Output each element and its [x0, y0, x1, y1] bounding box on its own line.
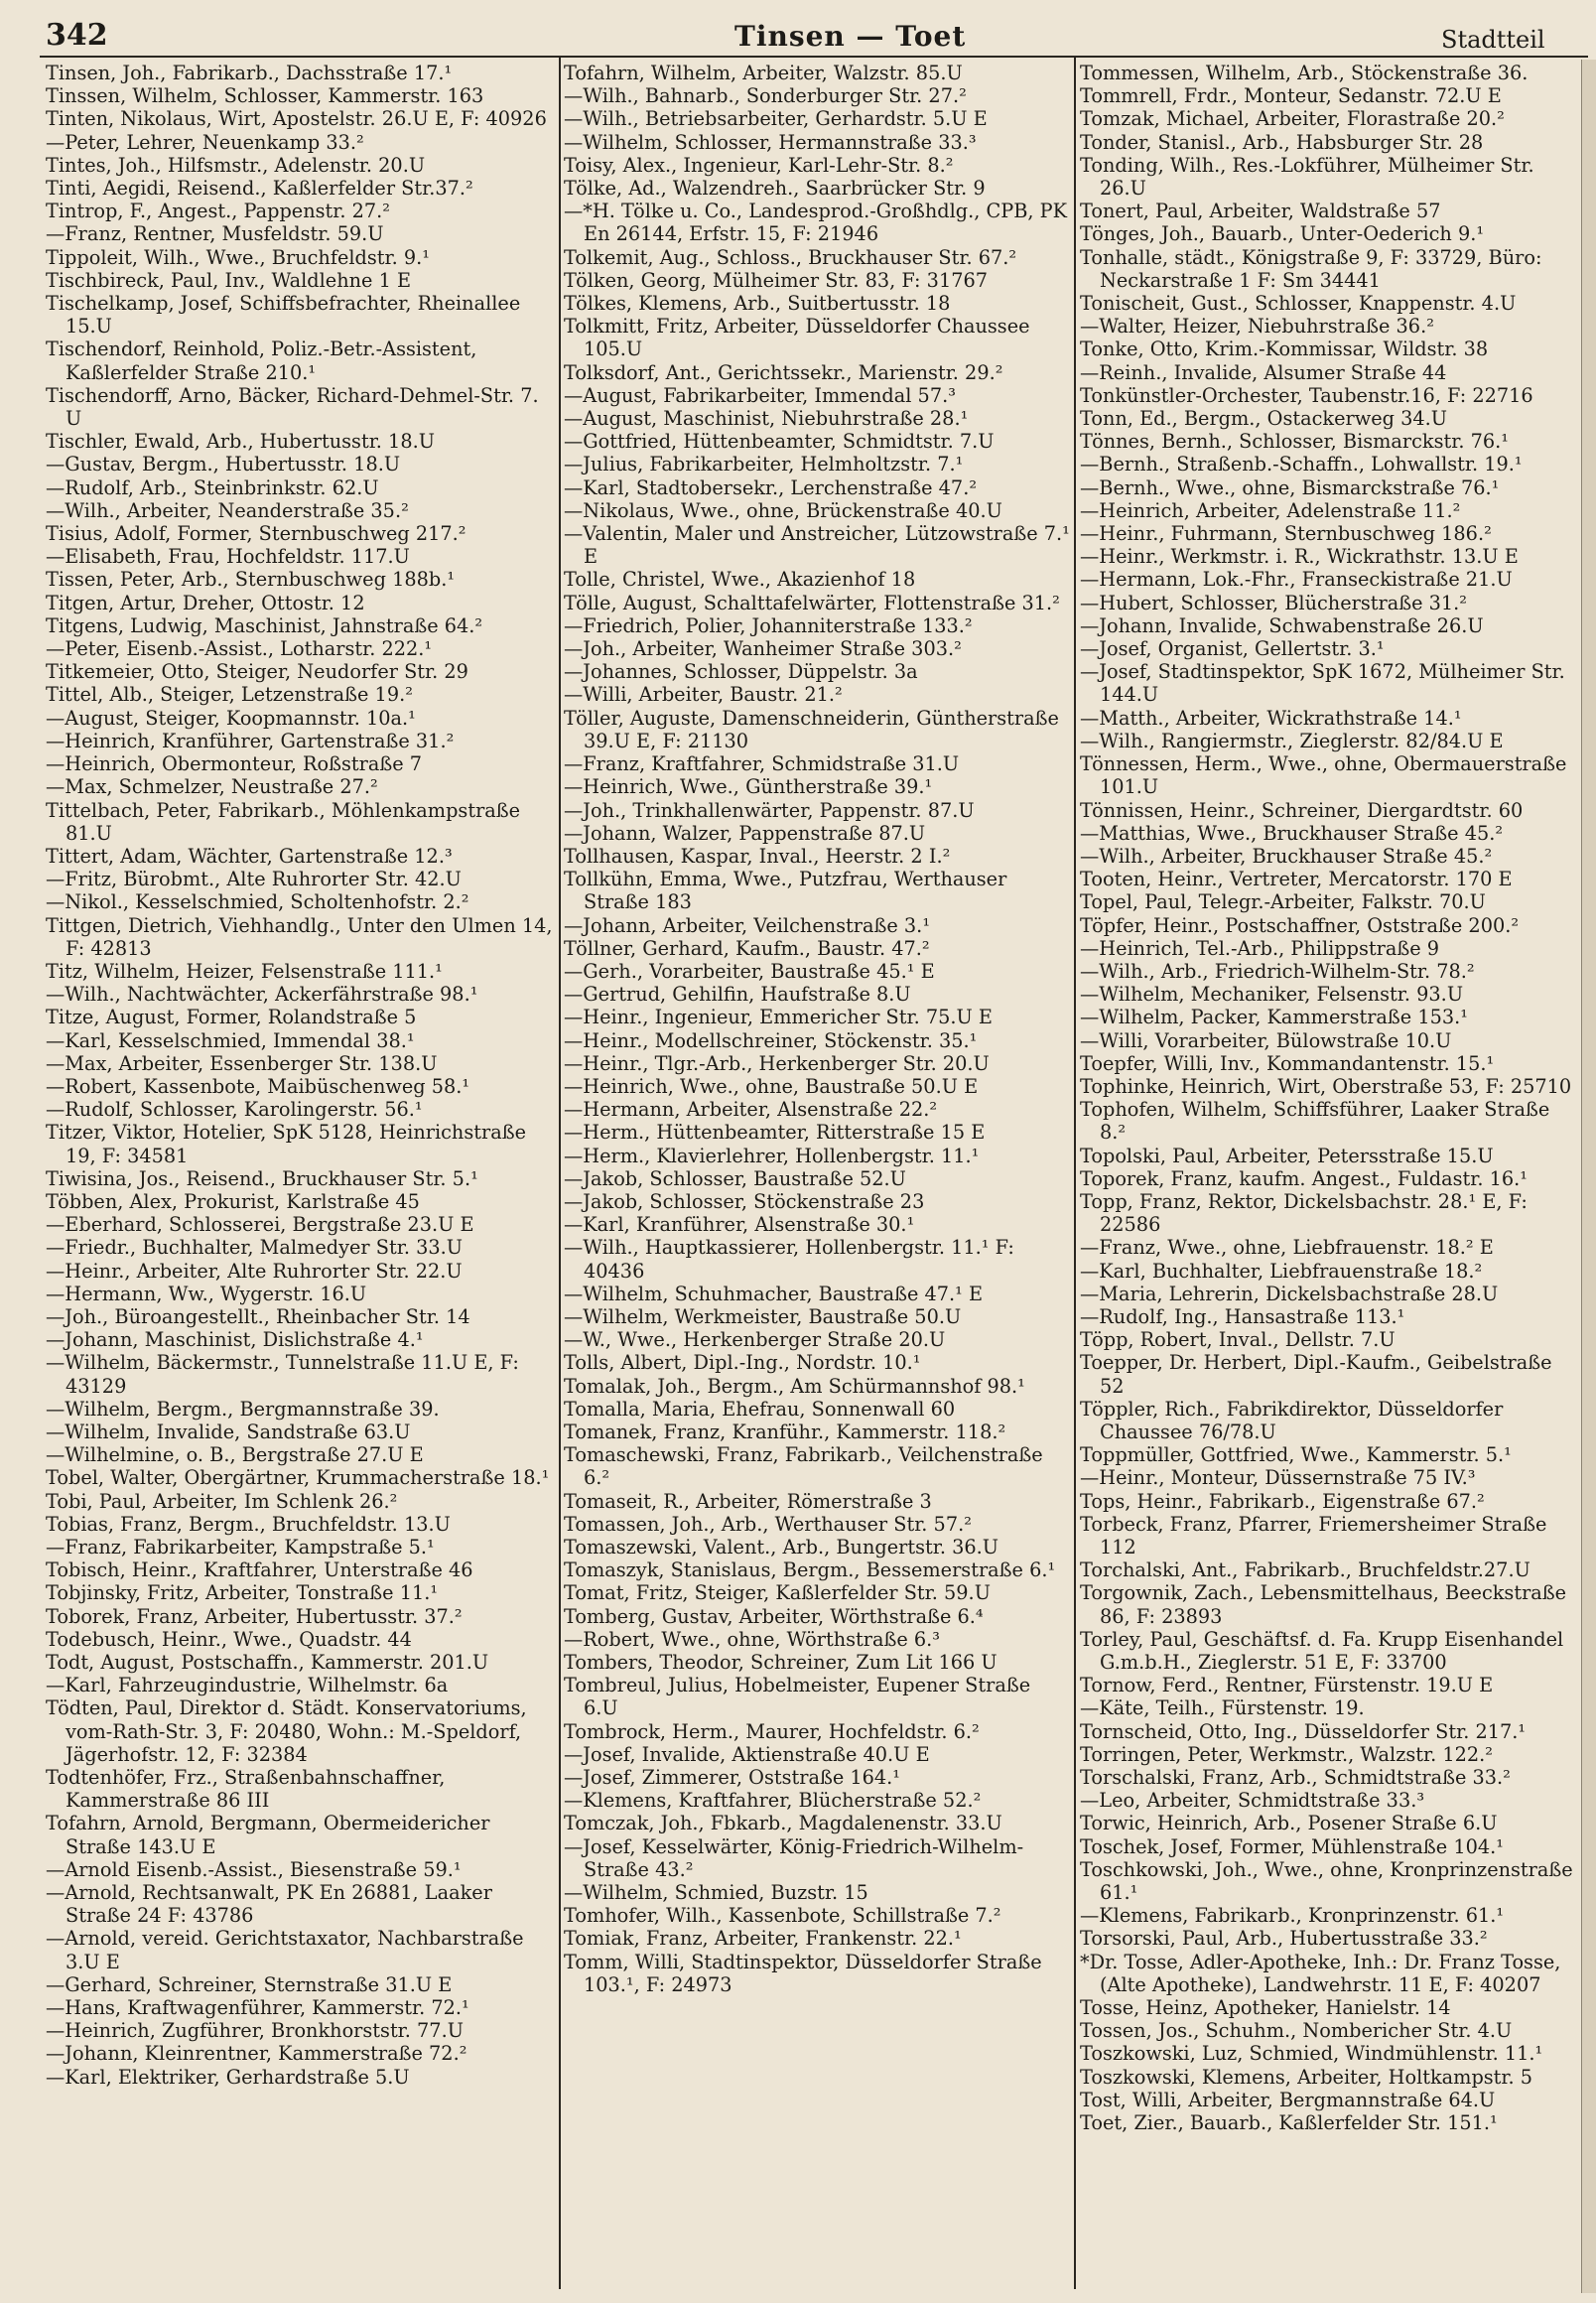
directory-entry: Tinti, Aegidi, Reisend., Kaßlerfelder Str.37.²	[46, 177, 473, 201]
directory-entry: —Wilh., Arbeiter, Bruckhauser Straße 45.²	[1080, 844, 1493, 868]
directory-entry: Tomaszewski, Valent., Arb., Bungertstr. 36.U	[564, 1536, 999, 1558]
directory-entry: Tolksdorf, Ant., Gerichtssekr., Marienstr. 29.²	[564, 360, 1003, 384]
directory-entry: —Maria, Lehrerin, Dickelsbachstraße 28.U	[1080, 1282, 1499, 1305]
directory-entry: —Valentin, Maler und Anstreicher, Lützowstraße 7.¹ E	[564, 522, 1070, 569]
directory-entry: —Gottfried, Hüttenbeamter, Schmidtstr. 7.U	[564, 430, 995, 454]
directory-entry: Tops, Heinr., Fabrikarb., Eigenstraße 67.²	[1080, 1489, 1485, 1513]
directory-entry: Tomm, Willi, Stadtinspektor, Düsseldorfer Straße 103.¹, F: 24973	[564, 1950, 1042, 1996]
directory-entry: —Max, Schmelzer, Neustraße 27.²	[46, 775, 378, 799]
directory-entry: Tonding, Wilh., Res.-Lokführer, Mülheimer Str. 26.U	[1080, 153, 1534, 201]
directory-entry: Torwic, Heinrich, Arb., Posener Straße 6.U	[1080, 1812, 1498, 1835]
directory-entry: —Wilhelm, Invalide, Sandstraße 63.U	[46, 1420, 411, 1443]
directory-entry: —Wilh., Arbeiter, Neanderstraße 35.²	[46, 498, 409, 522]
directory-entry: Toisy, Alex., Ingenieur, Karl-Lehr-Str. 8.²	[564, 153, 954, 177]
directory-entry: Torchalski, Ant., Fabrikarb., Bruchfeldstr.27.U	[1080, 1558, 1530, 1582]
directory-entry: Titzer, Viktor, Hotelier, SpK 5128, Heinrichstraße 19, F: 34581	[46, 1121, 526, 1167]
directory-entry: —Wilh., Bahnarb., Sonderburger Str. 27.²	[564, 84, 967, 108]
directory-entry: —Leo, Arbeiter, Schmidtstraße 33.³	[1080, 1789, 1425, 1813]
directory-entry: Tödten, Paul, Direktor d. Städt. Konservatoriums, vom-Rath-Str. 3, F: 20480, Wohn.: M.-Speldorf, Jägerhofstr. 12, F: 32384	[46, 1696, 527, 1766]
directory-entry: Tittert, Adam, Wächter, Gartenstraße 12.³	[46, 844, 453, 868]
directory-entry: —Hubert, Schlosser, Blücherstraße 31.²	[1080, 591, 1468, 614]
directory-entry: Tomczak, Joh., Fbkarb., Magdalenenstr. 33.U	[564, 1812, 1002, 1835]
directory-entry: —Heinr., Tlgr.-Arb., Herkenberger Str. 20.U	[564, 1051, 990, 1075]
directory-entry: —Rudolf, Schlosser, Karolingerstr. 56.¹	[46, 1098, 423, 1122]
directory-entry: Tobel, Walter, Obergärtner, Krummacherstraße 18.¹	[46, 1466, 550, 1490]
directory-entry: Tolle, Christel, Wwe., Akazienhof 18	[564, 568, 916, 592]
directory-entry: —Jakob, Schlosser, Baustraße 52.U	[564, 1166, 906, 1190]
directory-entry: —Josef, Kesselwärter, König-Friedrich-Wilhelm-Straße 43.²	[564, 1834, 1024, 1881]
page-number: 342	[46, 18, 108, 53]
directory-entry: —Wilh., Hauptkassierer, Hollenbergstr. 11.¹ F: 40436	[564, 1236, 1014, 1283]
directory-entry: Többen, Alex, Prokurist, Karlstraße 45	[46, 1189, 420, 1213]
directory-entry: Torringen, Peter, Werkmstr., Walzstr. 122.²	[1080, 1742, 1494, 1766]
directory-entry: Tomberg, Gustav, Arbeiter, Wörthstraße 6.⁴	[564, 1604, 984, 1628]
directory-entry: —Heinrich, Zugführer, Bronkhorststr. 77.U	[46, 2019, 464, 2043]
directory-entry: Tomaseit, R., Arbeiter, Römerstraße 3	[564, 1489, 932, 1513]
directory-entry: —Franz, Fabrikarbeiter, Kampstraße 5.¹	[46, 1536, 435, 1558]
directory-entry: Torley, Paul, Geschäftsf. d. Fa. Krupp Eisenhandel G.m.b.H., Zieglerstr. 51 E, F: 33700	[1080, 1627, 1564, 1675]
page-title: Tinsen — Toet	[734, 20, 967, 53]
directory-entry: —Herm., Hüttenbeamter, Ritterstraße 15 E	[564, 1121, 986, 1145]
directory-entry: Tonhalle, städt., Königstraße 9, F: 33729, Büro: Neckarstraße 1 F: Sm 34441	[1080, 245, 1542, 292]
directory-entry: —Heinrich, Tel.-Arb., Philippstraße 9	[1080, 936, 1440, 960]
directory-entry: Tönges, Joh., Bauarb., Unter-Oederich 9.¹	[1080, 222, 1485, 246]
directory-entry: Tölkes, Klemens, Arb., Suitbertusstr. 18	[564, 292, 951, 316]
directory-entry: Toppmüller, Gottfried, Wwe., Kammerstr. 5.¹	[1080, 1443, 1512, 1467]
directory-entry: Tinsen, Joh., Fabrikarb., Dachsstraße 17.¹	[46, 62, 453, 84]
directory-entry: —Hermann, Ww., Wygerstr. 16.U	[46, 1282, 367, 1305]
directory-entry: Tittel, Alb., Steiger, Letzenstraße 19.²	[46, 683, 413, 707]
directory-entry: Tintrop, F., Angest., Pappenstr. 27.²	[46, 200, 391, 223]
directory-entry: Tomaszyk, Stanislaus, Bergm., Bessemerstraße 6.¹	[564, 1558, 1056, 1582]
directory-entry: —Wilh., Rangiermstr., Zieglerstr. 82/84.U E	[1080, 729, 1504, 752]
directory-entry: —Wilh., Arb., Friedrich-Wilhelm-Str. 78.²	[1080, 959, 1475, 983]
directory-entry: Titgen, Artur, Dreher, Ottostr. 12	[46, 591, 365, 614]
directory-entry: Tornow, Ferd., Rentner, Fürstenstr. 19.U E	[1080, 1674, 1494, 1697]
directory-entry: Tonkünstler-Orchester, Taubenstr.16, F: 22716	[1080, 383, 1533, 407]
directory-entry: Tophinke, Heinrich, Wirt, Oberstraße 53, F: 25710	[1080, 1074, 1572, 1098]
directory-entry: Tonn, Ed., Bergm., Ostackerweg 34.U	[1080, 407, 1448, 431]
directory-entry: —Wilhelm, Bäckermstr., Tunnelstraße 11.U E, F: 43129	[46, 1351, 519, 1398]
directory-entry: —Matth., Arbeiter, Wickrathstraße 14.¹	[1080, 706, 1462, 730]
directory-entry: Toepper, Dr. Herbert, Dipl.-Kaufm., Geibelstraße 52	[1080, 1351, 1552, 1398]
directory-entry: Tobias, Franz, Bergm., Bruchfeldstr. 13.U	[46, 1512, 451, 1536]
directory-entry: Tiwisina, Jos., Reisend., Bruckhauser Str. 5.¹	[46, 1166, 478, 1190]
directory-entry: Tombrock, Herm., Maurer, Hochfeldstr. 6.²	[564, 1719, 980, 1743]
directory-entry: Tintes, Joh., Hilfsmstr., Adelenstr. 20.U	[46, 153, 426, 177]
directory-entry: —Friedrich, Polier, Johanniterstraße 133.²	[564, 613, 973, 637]
directory-entry: —Arnold, vereid. Gerichtstaxator, Nachbarstraße 3.U E	[46, 1927, 524, 1973]
directory-entry: —Bernh., Wwe., ohne, Bismarckstraße 76.¹	[1080, 475, 1500, 499]
directory-entry: —*H. Tölke u. Co., Landesprod.-Großhdlg., CPB, PK En 26144, Erfstr. 15, F: 21946	[564, 200, 1068, 246]
directory-entry: Töllner, Gerhard, Kaufm., Baustr. 47.²	[564, 936, 930, 960]
directory-entry: —Heinrich, Arbeiter, Adelenstraße 11.²	[1080, 498, 1461, 522]
directory-entry: —Heinr., Arbeiter, Alte Ruhrorter Str. 22.U	[46, 1259, 463, 1283]
directory-entry: Tombers, Theodor, Schreiner, Zum Lit 166 U	[564, 1651, 998, 1675]
directory-entry: —Heinr., Modellschreiner, Stöckenstr. 35.¹	[564, 1028, 978, 1052]
directory-entry: Tombreul, Julius, Hobelmeister, Eupener Straße 6.U	[564, 1674, 1031, 1720]
directory-entry: Torsorski, Paul, Arb., Hubertusstraße 33.²	[1080, 1927, 1488, 1951]
directory-entry: Tonder, Stanisl., Arb., Habsburger Str. 28	[1080, 130, 1484, 154]
directory-entry: Tollhausen, Kaspar, Inval., Heerstr. 2 I.²	[564, 844, 951, 868]
directory-entry: —Nikol., Kesselschmied, Scholtenhofstr. 2.²	[46, 890, 469, 914]
directory-entry: —Peter, Eisenb.-Assist., Lotharstr. 222.¹	[46, 637, 433, 661]
directory-entry: Tobi, Paul, Arbeiter, Im Schlenk 26.²	[46, 1489, 398, 1513]
directory-entry: Tomiak, Franz, Arbeiter, Frankenstr. 22.¹	[564, 1927, 962, 1951]
directory-entry: Tomanek, Franz, Kranführ., Kammerstr. 118.²	[564, 1420, 1006, 1443]
directory-entry: Tippoleit, Wilh., Wwe., Bruchfeldstr. 9.¹	[46, 245, 431, 269]
directory-entry: Tossen, Jos., Schuhm., Nombericher Str. 4.U	[1080, 2019, 1513, 2043]
directory-entry: —Karl, Kesselschmied, Immendal 38.¹	[46, 1028, 415, 1052]
directory-entry: —Wilhelm, Mechaniker, Felsenstr. 93.U	[1080, 983, 1464, 1007]
directory-entry: —Josef, Stadtinspektor, SpK 1672, Mülheimer Str. 144.U	[1080, 660, 1565, 707]
directory-entry: —Robert, Wwe., ohne, Wörthstraße 6.³	[564, 1627, 941, 1651]
directory-entry: —Karl, Fahrzeugindustrie, Wilhelmstr. 6a	[46, 1674, 449, 1697]
directory-entry: —Arnold Eisenb.-Assist., Biesenstraße 59.¹	[46, 1857, 462, 1881]
directory-entry: Todtenhöfer, Frz., Straßenbahnschaffner, Kammerstraße 86 III	[46, 1766, 446, 1813]
directory-entry: Titz, Wilhelm, Heizer, Felsenstraße 111.¹	[46, 959, 443, 983]
directory-entry: Tobjinsky, Fritz, Arbeiter, Tonstraße 11.¹	[46, 1581, 439, 1605]
directory-entry: Todebusch, Heinr., Wwe., Quadstr. 44	[46, 1627, 412, 1651]
directory-entry: —Karl, Buchhalter, Liebfrauenstraße 18.²	[1080, 1259, 1483, 1283]
directory-entry: Toszkowski, Klemens, Arbeiter, Holtkampstr. 5	[1080, 2065, 1533, 2089]
directory-entry: —Hermann, Lok.-Fhr., Franseckistraße 21.U	[1080, 568, 1513, 592]
directory-entry: Toschkowski, Joh., Wwe., ohne, Kronprinzenstraße 61.¹	[1080, 1857, 1573, 1905]
directory-entry: —Walter, Heizer, Niebuhrstraße 36.²	[1080, 315, 1434, 339]
directory-entry: Tomalak, Joh., Bergm., Am Schürmannshof 98.¹	[564, 1374, 1025, 1398]
directory-entry: —Johann, Maschinist, Dislichstraße 4.¹	[46, 1328, 424, 1352]
directory-entry: Tomzak, Michael, Arbeiter, Florastraße 20.²	[1080, 107, 1505, 131]
directory-entry: Tost, Willi, Arbeiter, Bergmannstraße 64.U	[1080, 2088, 1496, 2111]
directory-entry: —August, Fabrikarbeiter, Immendal 57.³	[564, 383, 956, 407]
directory-entry: Tommrell, Frdr., Monteur, Sedanstr. 72.U E	[1080, 84, 1502, 108]
directory-column-3	[1080, 62, 1576, 2285]
directory-entry: Tittelbach, Peter, Fabrikarb., Möhlenkampstraße 81.U	[46, 798, 521, 845]
directory-entry: Tischler, Ewald, Arb., Hubertusstr. 18.U	[46, 430, 435, 454]
directory-entry: —Hermann, Arbeiter, Alsenstraße 22.²	[564, 1098, 938, 1122]
directory-entry: —Elisabeth, Frau, Hochfeldstr. 117.U	[46, 545, 410, 569]
directory-entry: Töpp, Robert, Inval., Dellstr. 7.U	[1080, 1328, 1396, 1352]
directory-entry: Tönnessen, Herm., Wwe., ohne, Obermauerstraße 101.U	[1080, 752, 1567, 799]
directory-entry: —Hans, Kraftwagenführer, Kammerstr. 72.¹	[46, 1996, 469, 2020]
directory-entry: Tommessen, Wilhelm, Arb., Stöckenstraße 36.	[1080, 62, 1529, 84]
directory-entry: —Joh., Arbeiter, Wanheimer Straße 303.²	[564, 637, 962, 661]
directory-entry: —Klemens, Fabrikarb., Kronprinzenstr. 61.¹	[1080, 1904, 1505, 1928]
directory-entry: Tomaschewski, Franz, Fabrikarb., Veilchenstraße 6.²	[564, 1443, 1043, 1490]
directory-entry: —Josef, Organist, Gellertstr. 3.¹	[1080, 637, 1385, 661]
directory-entry: Tomalla, Maria, Ehefrau, Sonnenwall 60	[564, 1397, 956, 1421]
directory-entry: —Wilhelm, Werkmeister, Baustraße 50.U	[564, 1304, 962, 1328]
directory-entry: —Karl, Elektriker, Gerhardstraße 5.U	[46, 2065, 410, 2089]
directory-entry: —Franz, Rentner, Musfeldstr. 59.U	[46, 222, 384, 246]
directory-entry: Tischendorf, Reinhold, Poliz.-Betr.-Assistent, Kaßlerfelder Straße 210.¹	[46, 338, 477, 384]
directory-entry: —Klemens, Kraftfahrer, Blücherstraße 52.²	[564, 1789, 982, 1813]
directory-entry: Tisius, Adolf, Former, Sternbuschweg 217.²	[46, 522, 466, 546]
directory-entry: Tinten, Nikolaus, Wirt, Apostelstr. 26.U E, F: 40926	[46, 107, 547, 131]
directory-entry: —Heinrich, Wwe., Güntherstraße 39.¹	[564, 775, 933, 799]
directory-entry: —Reinh., Invalide, Alsumer Straße 44	[1080, 360, 1447, 384]
directory-entry: Tinssen, Wilhelm, Schlosser, Kammerstr. 163	[46, 84, 484, 108]
directory-entry: —Wilhelm, Schmied, Buzstr. 15	[564, 1881, 868, 1905]
directory-entry: —Johannes, Schlosser, Düppelstr. 3a	[564, 660, 918, 684]
directory-entry: —Rudolf, Arb., Steinbrinkstr. 62.U	[46, 475, 379, 499]
directory-entry: Titgens, Ludwig, Maschinist, Jahnstraße 64.²	[46, 613, 483, 637]
directory-entry: —Gerhard, Schreiner, Sternstraße 31.U E	[46, 1972, 453, 1996]
directory-entry: —Gerh., Vorarbeiter, Baustraße 45.¹ E	[564, 959, 935, 983]
directory-entry: Tornscheid, Otto, Ing., Düsseldorfer Str. 217.¹	[1080, 1719, 1527, 1743]
directory-entry: Tischbireck, Paul, Inv., Waldlehne 1 E	[46, 268, 412, 292]
directory-entry: —W., Wwe., Herkenberger Straße 20.U	[564, 1328, 946, 1352]
directory-entry: —Peter, Lehrer, Neuenkamp 33.²	[46, 130, 364, 154]
directory-entry: Töller, Auguste, Damenschneiderin, Güntherstraße 39.U E, F: 21130	[564, 706, 1059, 752]
directory-entry: —Heinrich, Wwe., ohne, Baustraße 50.U E	[564, 1074, 979, 1098]
directory-entry: Tolkmitt, Fritz, Arbeiter, Düsseldorfer Chaussee 105.U	[564, 315, 1030, 361]
directory-entry: Tomassen, Joh., Arb., Werthauser Str. 57.²	[564, 1512, 972, 1536]
district-label: Stadtteil	[1441, 26, 1545, 54]
column-divider	[1074, 56, 1076, 2289]
directory-entry: —August, Steiger, Koopmannstr. 10a.¹	[46, 706, 416, 730]
directory-entry: Torgownik, Zach., Lebensmittelhaus, Beeckstraße 86, F: 23893	[1080, 1581, 1567, 1628]
directory-entry: Todt, August, Postschaffn., Kammerstr. 201.U	[46, 1651, 489, 1675]
directory-entry: Titze, August, Former, Rolandstraße 5	[46, 1006, 417, 1029]
directory-entry: —Eberhard, Schlosserei, Bergstraße 23.U E	[46, 1213, 474, 1237]
directory-entry: Tonke, Otto, Krim.-Kommissar, Wildstr. 38	[1080, 338, 1489, 361]
directory-entry: Tomat, Fritz, Steiger, Kaßlerfelder Str. 59.U	[564, 1581, 991, 1605]
directory-entry: Tobisch, Heinr., Kraftfahrer, Unterstraße 46	[46, 1558, 473, 1582]
directory-entry: —August, Maschinist, Niebuhrstraße 28.¹	[564, 407, 969, 431]
directory-entry: —Gertrud, Gehilfin, Haufstraße 8.U	[564, 983, 911, 1007]
directory-entry: Tittgen, Dietrich, Viehhandlg., Unter den Ulmen 14, F: 42813	[46, 913, 553, 960]
directory-entry: —Willi, Vorarbeiter, Bülowstraße 10.U	[1080, 1028, 1452, 1052]
directory-entry: Töppler, Rich., Fabrikdirektor, Düsseldorfer Chaussee 76/78.U	[1080, 1397, 1504, 1443]
directory-entry: —Johann, Invalide, Schwabenstraße 26.U	[1080, 613, 1484, 637]
directory-entry: Titkemeier, Otto, Steiger, Neudorfer Str. 29	[46, 660, 468, 684]
directory-entry: Topel, Paul, Telegr.-Arbeiter, Falkstr. 70.U	[1080, 890, 1486, 914]
directory-entry: —Heinr., Ingenieur, Emmericher Str. 75.U E	[564, 1006, 993, 1029]
directory-entry: —Käte, Teilh., Fürstenstr. 19.	[1080, 1696, 1365, 1720]
directory-entry: Tofahrn, Wilhelm, Arbeiter, Walzstr. 85.U	[564, 62, 963, 84]
page-header	[0, 18, 1596, 68]
directory-entry: —Friedr., Buchhalter, Malmedyer Str. 33.U	[46, 1236, 463, 1260]
directory-entry: —Joh., Trinkhallenwärter, Pappenstr. 87.U	[564, 798, 975, 822]
directory-column-1	[46, 62, 554, 2285]
directory-entry: Toborek, Franz, Arbeiter, Hubertusstr. 37.²	[46, 1604, 463, 1628]
directory-entry: —Robert, Kassenbote, Maibüschenweg 58.¹	[46, 1074, 470, 1098]
directory-entry: —Heinr., Fuhrmann, Sternbuschweg 186.²	[1080, 522, 1492, 546]
directory-entry: Tölke, Ad., Walzendreh., Saarbrücker Str. 9	[564, 177, 986, 201]
directory-entry: Tolkemit, Aug., Schloss., Bruckhauser Str. 67.²	[564, 245, 1017, 269]
directory-entry: —Josef, Zimmerer, Oststraße 164.¹	[564, 1766, 901, 1790]
directory-entry: —Max, Arbeiter, Essenberger Str. 138.U	[46, 1051, 438, 1075]
directory-entry: —Franz, Wwe., ohne, Liebfrauenstr. 18.² E	[1080, 1236, 1494, 1260]
directory-entry: —Willi, Arbeiter, Baustr. 21.²	[564, 683, 843, 707]
directory-entry: —Wilhelmine, o. B., Bergstraße 27.U E	[46, 1443, 424, 1467]
directory-entry: —Julius, Fabrikarbeiter, Helmholtzstr. 7.¹	[564, 453, 964, 476]
directory-entry: Topp, Franz, Rektor, Dickelsbachstr. 28.¹ E, F: 22586	[1080, 1189, 1528, 1237]
directory-entry: —Joh., Büroangestellt., Rheinbacher Str. 14	[46, 1304, 470, 1328]
directory-entry: —Karl, Stadtobersekr., Lerchenstraße 47.²	[564, 475, 978, 499]
directory-entry: Tönnes, Bernh., Schlosser, Bismarckstr. 76.¹	[1080, 430, 1509, 454]
directory-entry: —Fritz, Bürobmt., Alte Ruhrorter Str. 42.U	[46, 868, 462, 891]
directory-entry: *Dr. Tosse, Adler-Apotheke, Inh.: Dr. Franz Tosse, (Alte Apotheke), Landwehrstr. 11 E, F: 40207	[1080, 1950, 1561, 1996]
directory-entry: Tofahrn, Arnold, Bergmann, Obermeidericher Straße 143.U E	[46, 1812, 490, 1858]
directory-entry: —Herm., Klavierlehrer, Hollenbergstr. 11.¹	[564, 1144, 980, 1167]
directory-entry: —Wilhelm, Schuhmacher, Baustraße 47.¹ E	[564, 1282, 984, 1305]
directory-entry: Tönnissen, Heinr., Schreiner, Diergardtstr. 60	[1080, 798, 1524, 822]
directory-entry: —Nikolaus, Wwe., ohne, Brückenstraße 40.U	[564, 498, 1002, 522]
directory-entry: Tolls, Albert, Dipl.-Ing., Nordstr. 10.¹	[564, 1351, 921, 1375]
directory-entry: —Heinrich, Kranführer, Gartenstraße 31.²	[46, 729, 455, 752]
header-rule	[40, 56, 1588, 58]
directory-entry: —Jakob, Schlosser, Stöckenstraße 23	[564, 1189, 925, 1213]
directory-entry: Tophofen, Wilhelm, Schiffsführer, Laaker Straße 8.²	[1080, 1098, 1550, 1145]
directory-entry: —Johann, Kleinrentner, Kammerstraße 72.²	[46, 2042, 467, 2066]
directory-entry: Torbeck, Franz, Pfarrer, Friemersheimer Straße 112	[1080, 1512, 1547, 1558]
directory-entry: —Heinrich, Obermonteur, Roßstraße 7	[46, 752, 423, 776]
directory-entry: —Franz, Kraftfahrer, Schmidstraße 31.U	[564, 752, 960, 776]
directory-entry: Toporek, Franz, kaufm. Angest., Fuldastr. 16.¹	[1080, 1166, 1529, 1190]
directory-entry: Tischelkamp, Josef, Schiffsbefrachter, Rheinallee 15.U	[46, 292, 521, 339]
directory-entry: —Wilhelm, Bergm., Bergmannstraße 39.	[46, 1397, 440, 1421]
directory-entry: Tonert, Paul, Arbeiter, Waldstraße 57	[1080, 200, 1441, 223]
directory-entry: —Rudolf, Ing., Hansastraße 113.¹	[1080, 1304, 1405, 1328]
directory-entry: Toschek, Josef, Former, Mühlenstraße 104.¹	[1080, 1834, 1504, 1858]
directory-entry: —Wilh., Betriebsarbeiter, Gerhardstr. 5.U E	[564, 107, 988, 131]
directory-entry: Topolski, Paul, Arbeiter, Petersstraße 15.U	[1080, 1144, 1494, 1167]
directory-entry: Tischendorff, Arno, Bäcker, Richard-Dehmel-Str. 7. U	[46, 383, 539, 431]
directory-column-2	[564, 62, 1070, 2285]
directory-entry: Toszkowski, Luz, Schmied, Windmühlenstr. 11.¹	[1080, 2042, 1543, 2066]
directory-entry: Tölken, Georg, Mülheimer Str. 83, F: 31767	[564, 268, 989, 292]
adjacent-page-edge	[1581, 60, 1596, 2293]
directory-entry: —Bernh., Straßenb.-Schaffn., Lohwallstr. 19.¹	[1080, 453, 1523, 476]
directory-entry: —Karl, Kranführer, Alsenstraße 30.¹	[564, 1213, 915, 1237]
directory-entry: —Matthias, Wwe., Bruckhauser Straße 45.²	[1080, 821, 1504, 845]
column-divider	[559, 56, 561, 2289]
directory-entry: Töpfer, Heinr., Postschaffner, Oststraße 200.²	[1080, 913, 1520, 937]
directory-entry: Toet, Zier., Bauarb., Kaßlerfelder Str. 151.¹	[1080, 2111, 1498, 2135]
directory-entry: Tooten, Heinr., Vertreter, Mercatorstr. 170 E	[1080, 868, 1513, 891]
directory-entry: Tollkühn, Emma, Wwe., Putzfrau, Werthauser Straße 183	[564, 868, 1007, 914]
directory-entry: —Heinr., Werkmstr. i. R., Wickrathstr. 13.U E	[1080, 545, 1519, 569]
directory-entry: —Heinr., Monteur, Düssernstraße 75 IV.³	[1080, 1466, 1476, 1490]
directory-entry: —Wilhelm, Packer, Kammerstraße 153.¹	[1080, 1006, 1469, 1029]
directory-entry: —Gustav, Bergm., Hubertusstr. 18.U	[46, 453, 401, 476]
directory-entry: —Johann, Walzer, Pappenstraße 87.U	[564, 821, 926, 845]
directory-entry: —Wilhelm, Schlosser, Hermannstraße 33.³	[564, 130, 977, 154]
directory-entry: Tosse, Heinz, Apotheker, Hanielstr. 14	[1080, 1996, 1451, 2020]
directory-entry: Torschalski, Franz, Arb., Schmidtstraße 33.²	[1080, 1766, 1511, 1790]
directory-entry: Tölle, August, Schalttafelwärter, Flottenstraße 31.²	[564, 591, 1060, 614]
directory-entry: Toepfer, Willi, Inv., Kommandantenstr. 15.¹	[1080, 1051, 1495, 1075]
directory-entry: —Arnold, Rechtsanwalt, PK En 26881, Laaker Straße 24 F: 43786	[46, 1881, 492, 1928]
directory-entry: —Wilh., Nachtwächter, Ackerfährstraße 98.¹	[46, 983, 478, 1007]
directory-entry: —Johann, Arbeiter, Veilchenstraße 3.¹	[564, 913, 931, 937]
directory-entry: Tonischeit, Gust., Schlosser, Knappenstr. 4.U	[1080, 292, 1517, 316]
directory-entry: —Josef, Invalide, Aktienstraße 40.U E	[564, 1742, 930, 1766]
directory-entry: Tomhofer, Wilh., Kassenbote, Schillstraße 7.²	[564, 1904, 1001, 1928]
directory-entry: Tissen, Peter, Arb., Sternbuschweg 188b.¹	[46, 568, 456, 592]
